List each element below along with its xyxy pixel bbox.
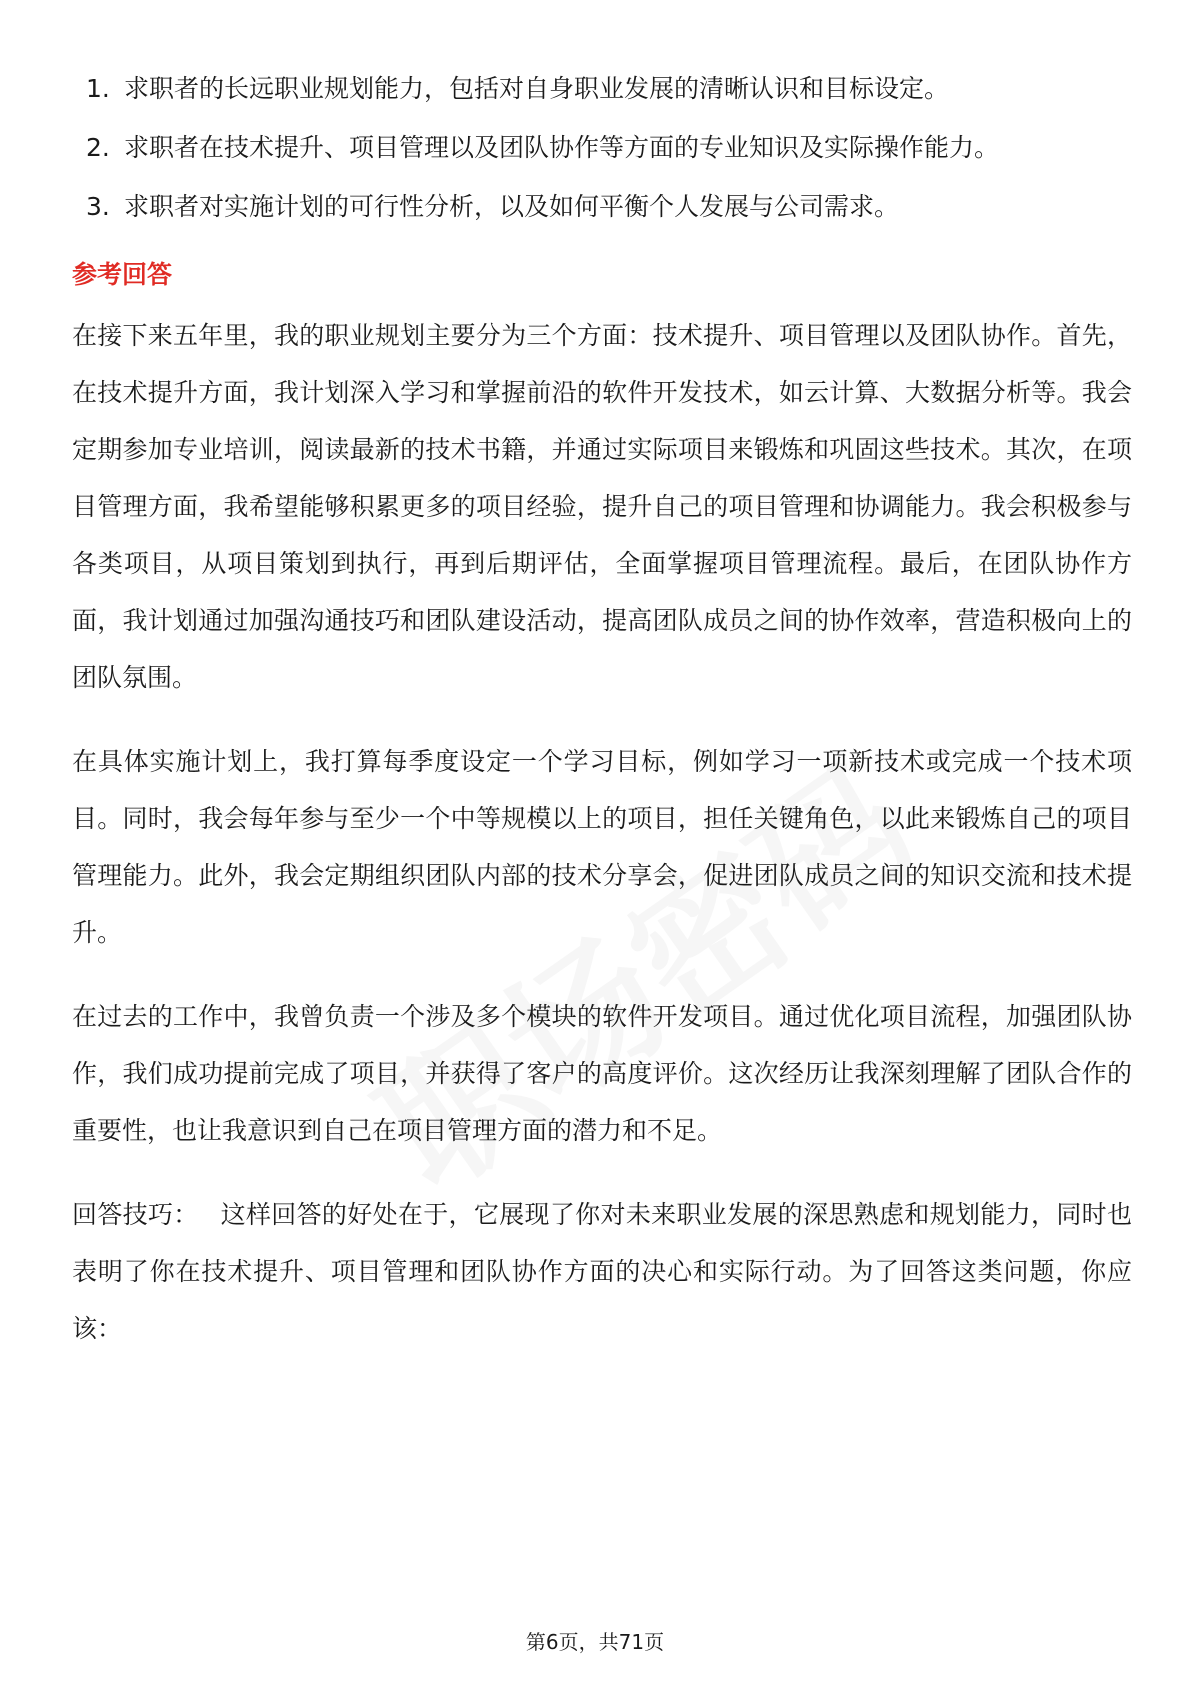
answer-heading: 参考回答 — [72, 260, 173, 289]
tips-label: 回答技巧： — [72, 1200, 199, 1229]
list-item-number: 2. — [86, 133, 110, 162]
tips-paragraph — [72, 1186, 1132, 1357]
list-item — [72, 178, 1132, 235]
tips-text: 这样回答的好处在于，它展现了你对未来职业发展的深思熟虑和规划能力，同时也表明了你在技术提升、项目管理和团队协作方面的决心和实际行动。为了回答这类问题，你应该： — [72, 1200, 1132, 1343]
list-item-number: 1. — [86, 74, 110, 103]
criteria-list — [72, 60, 1132, 235]
list-item — [72, 60, 1132, 117]
answer-paragraph: 在具体实施计划上，我打算每季度设定一个学习目标，例如学习一项新技术或完成一个技术项目。同时，我会每年参与至少一个中等规模以上的项目，担任关键角色，以此来锻炼自己的项目管理能力。此外，我会定期组织团队内部的技术分享会，促进团队成员之间的知识交流和技术提升。 — [72, 747, 1132, 947]
answer-paragraph: 在接下来五年里，我的职业规划主要分为三个方面：技术提升、项目管理以及团队协作。首先，在技术提升方面，我计划深入学习和掌握前沿的软件开发技术，如云计算、大数据分析等。我会定期参加专业培训，阅读最新的技术书籍，并通过实际项目来锻炼和巩固这些技术。其次，在项目管理方面，我希望能够积累更多的项目经验，提升自己的项目管理和协调能力。我会积极参与各类项目，从项目策划到执行，再到后期评估，全面掌握项目管理流程。最后，在团队协作方面，我计划通过加强沟通技巧和团队建设活动，提高团队成员之间的协作效率，营造积极向上的团队氛围。 — [72, 321, 1132, 692]
list-item-text: 求职者在技术提升、项目管理以及团队协作等方面的专业知识及实际操作能力。 — [124, 133, 1000, 162]
answer-paragraph: 在过去的工作中，我曾负责一个涉及多个模块的软件开发项目。通过优化项目流程，加强团队协作，我们成功提前完成了项目，并获得了客户的高度评价。这次经历让我深刻理解了团队合作的重要性，也让我意识到自己在项目管理方面的潜力和不足。 — [72, 1002, 1132, 1145]
list-item-number: 3. — [86, 192, 110, 221]
page-number-footer: 第6页，共71页 — [525, 1630, 665, 1654]
list-item-text: 求职者对实施计划的可行性分析，以及如何平衡个人发展与公司需求。 — [124, 192, 900, 221]
page-content — [72, 60, 1132, 1357]
list-item-text: 求职者的长远职业规划能力，包括对自身职业发展的清晰认识和目标设定。 — [124, 74, 950, 103]
list-item — [72, 119, 1132, 176]
